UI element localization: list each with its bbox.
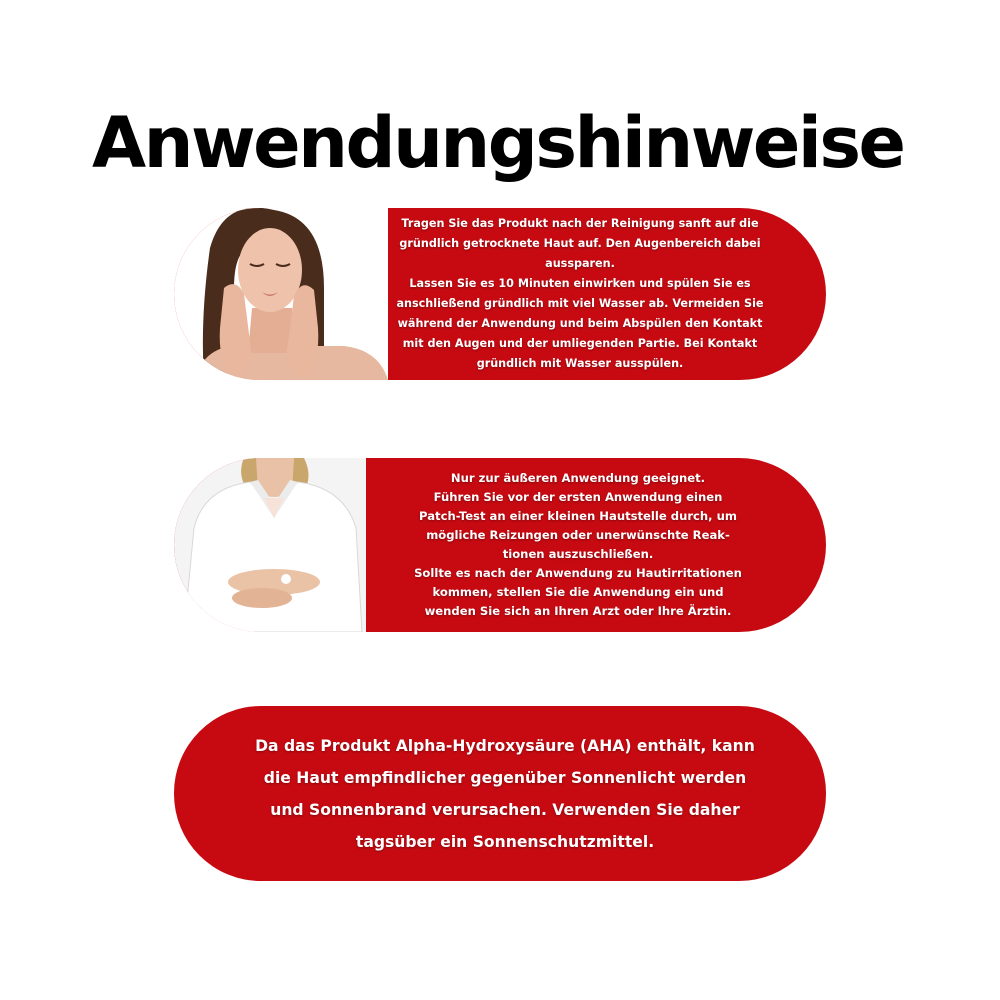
woman-touching-face-photo bbox=[174, 208, 388, 380]
usage-card-sun-protection bbox=[174, 706, 826, 881]
usage-card-application bbox=[174, 208, 826, 380]
patch-test-photo bbox=[174, 458, 366, 632]
patch-test-text: Nur zur äußeren Anwendung geeignet. Führen Sie vor der ersten Anwendung einen Patch-Test an einer kleinen Hautstelle durch, um mögliche Reizungen oder unerwünschte Reak- tionen auszuschließen. Sollte es nach der Anwendung zu Hautirritationen kommen, stellen Sie die Anwendung ein und wenden Sie sich an Ihren Arzt oder Ihre Ärztin. bbox=[414, 471, 742, 618]
application-instructions-text: Tragen Sie das Produkt nach der Reinigung sanft auf die gründlich getrocknete Haut auf. Den Augenbereich dabei aussparen. Lassen Sie es 10 Minuten einwirken und spülen Sie es anschließend gründlich mit viel Wasser ab. Vermeiden Sie während der Anwendung und beim Abspülen den Kontakt mit den Augen und der umliegenden Partie. Bei Kontakt gründlich mit Wasser ausspülen. bbox=[396, 217, 764, 370]
person-applying-cream-illustration bbox=[174, 458, 366, 632]
page-title: Anwendungshinweise bbox=[92, 102, 904, 184]
sun-protection-text: Da das Produkt Alpha-Hydroxysäure (AHA) enthält, kann die Haut empfindlicher gegenüber Sonnenlicht werden und Sonnenbrand verursachen. Verwenden Sie daher tagsüber ein Sonnenschutzmittel. bbox=[255, 736, 755, 851]
woman-touching-face-illustration bbox=[174, 208, 388, 380]
usage-card-patch-test bbox=[174, 458, 826, 632]
